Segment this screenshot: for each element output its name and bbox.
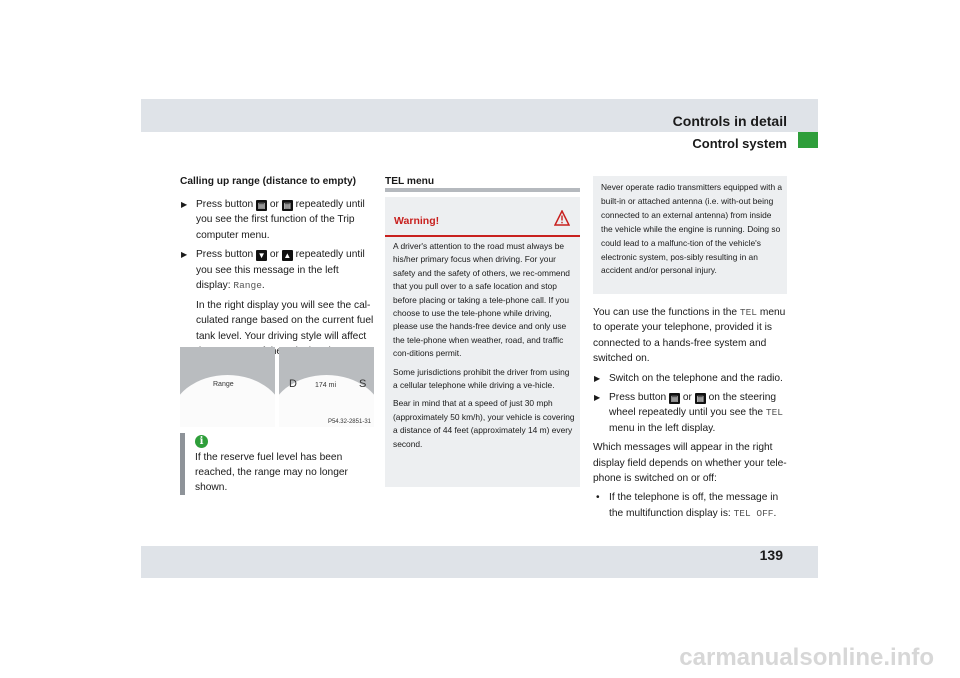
warning-triangle-icon [554,210,570,226]
tel-code: TEL [739,307,758,318]
info-bar [180,433,185,495]
range-code: Range [233,280,262,291]
tel-off-bullet: • If the telephone is off, the message in the multifunction display is: TEL OFF. [596,492,779,519]
gear-s-label: S [359,378,367,390]
page-up-button-icon: ▲ [283,251,292,260]
range-value-label: 174 mi [315,382,337,389]
page-number: 139 [759,547,783,563]
radio-transmitter-note [593,176,787,294]
page-title: Controls in detail [672,113,787,129]
warning-paragraph: A driver's attention to the road must always be his/her primary focus when driving. For your safety and the safety of others, we rec-ommend that you pull over to a safe location and stop before placing or taking a tele-phone call. If you choose to use the tele-phone while driving, please use the hands-free device and only use the tele-phone when weather, road, and traffic con-ditions permit. [393,241,570,359]
section-subtitle: Control system [692,136,787,151]
warning-box [385,197,580,487]
watermark: carmanualsonline.info [679,644,934,671]
range-heading: Calling up range (distance to empty) [180,176,357,187]
page-down-button-icon: ▼ [257,251,266,260]
warning-rule [385,235,580,237]
info-text: If the reserve fuel level has been reached, the range may no longer shown. [195,452,348,493]
warning-text [393,240,575,456]
warning-title: Warning! [394,215,440,227]
tel-messages-paragraph: Which messages will appear in the right display field depends on whether your tele-phone is switched on or off: [593,442,787,485]
tel-step-1: ▶ Switch on the telephone and the radio. [593,371,793,386]
tel-heading-rule [385,188,580,192]
arrow-bullet-icon: ▶ [594,393,601,403]
arrow-bullet-icon: ▶ [594,373,601,383]
tel-code: TEL [765,407,783,419]
photo-reference: P54.32-2851-31 [327,419,371,425]
display-photos [180,347,374,427]
tel-step-2: ▶ Press button ▤ or ▤ on the steering wheel repeatedly until you see the TEL menu in the left display. [594,392,783,434]
footer-band [141,546,818,578]
gear-d-label: D [289,378,297,390]
range-paragraph: In the right display you will see the cal-culated range based on the current fuel tank level. Your driving style will affect [196,299,374,342]
section-marker [798,132,818,148]
menu-up-button-icon: ▤ [257,200,266,210]
range-step-2: ▶ Press button ▼ or ▲ repeatedly until you see this message in the left display: Range. [181,249,365,291]
left-display-photo [180,347,275,427]
arrow-bullet-icon: ▶ [181,199,188,209]
tel-menu-heading: TEL menu [385,176,435,187]
left-display-label: Range [213,381,234,388]
right-display-photo [279,347,374,427]
menu-down-button-icon: ▤ [696,394,705,404]
warning-paragraph: Some jurisdictions prohibit the driver from using a cellular telephone while driving a ve-hicle. [393,366,570,391]
range-step-1: ▶ Press button ▤ or ▤ repeatedly until you see the first function of the Trip computer menu. [181,198,365,241]
warning-paragraph: Bear in mind that at a speed of just 30 mph (approximately 50 km/h), your vehicle is covering a distance of 44 feet (approximately 14 m) every second. [393,398,575,449]
tel-off-code: TEL OFF [733,507,774,519]
info-note [180,433,376,495]
note-text: Never operate radio transmitters equipped with a built-in or attached antenna (i.e. with-out being connected to an external antenna) from inside the vehicle while the engine is running. Doing so could lead to a malfunc-tion of the vehicle's electronic system, pos-sibly resulting in an accident and/or personal injury. [601,182,783,276]
range-section [180,174,376,360]
info-icon: i [195,435,208,448]
menu-up-button-icon: ▤ [670,394,679,404]
bullet-dot-icon: • [596,492,600,504]
menu-down-button-icon: ▤ [283,200,292,210]
arrow-bullet-icon: ▶ [181,250,188,259]
tel-intro-paragraph: You can use the functions in the TEL menu to operate your telephone, provided it is connected to a hands-free system and switched on. [593,307,786,365]
tel-menu-body [593,305,793,521]
